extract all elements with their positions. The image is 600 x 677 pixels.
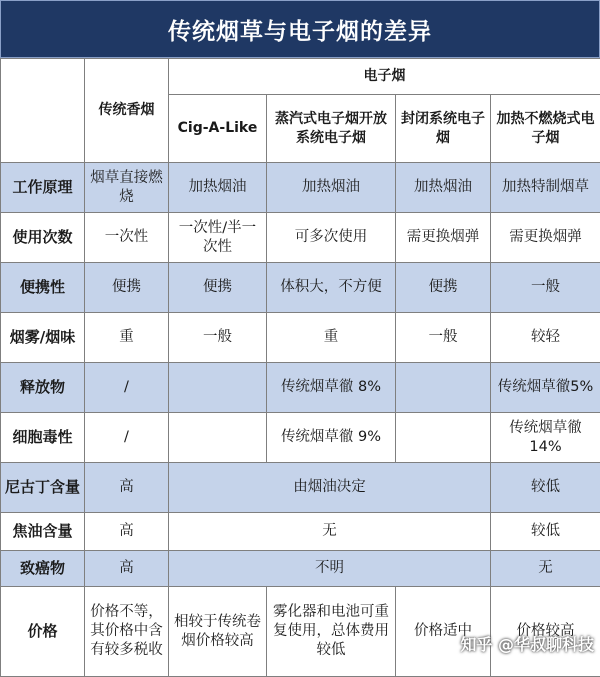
cell: 一次性	[85, 213, 169, 263]
table-row	[1, 513, 600, 551]
cell: 无	[169, 513, 491, 551]
row-label: 细胞毒性	[1, 413, 85, 463]
cell: 便携	[85, 263, 169, 313]
comparison-table	[0, 58, 600, 677]
header-closed-system: 封闭系统电子烟	[396, 95, 491, 163]
cell: 较低	[491, 463, 600, 513]
cell: 高	[85, 551, 169, 587]
cell: 较低	[491, 513, 600, 551]
cell: 传统烟草徹 9%	[267, 413, 396, 463]
cell: 重	[267, 313, 396, 363]
row-label: 工作原理	[1, 163, 85, 213]
cell: 加热烟油	[396, 163, 491, 213]
cell: 加热特制烟草	[491, 163, 600, 213]
cell	[396, 413, 491, 463]
row-label: 便携性	[1, 263, 85, 313]
table-row	[1, 463, 600, 513]
table-row	[1, 163, 600, 213]
cell: 需更换烟弹	[491, 213, 600, 263]
cell: 可多次使用	[267, 213, 396, 263]
table-row	[1, 551, 600, 587]
cell: 雾化器和电池可重复使用，总体费用较低	[267, 587, 396, 677]
cell: 一次性/半一次性	[169, 213, 267, 263]
table-row	[1, 313, 600, 363]
cell: 由烟油决定	[169, 463, 491, 513]
cell: 较轻	[491, 313, 600, 363]
cell: 烟草直接燃烧	[85, 163, 169, 213]
table-row	[1, 213, 600, 263]
cell: 价格较高	[491, 587, 600, 677]
row-label: 释放物	[1, 363, 85, 413]
cell: 不明	[169, 551, 491, 587]
cell: 高	[85, 463, 169, 513]
cell: 价格适中	[396, 587, 491, 677]
cell	[396, 363, 491, 413]
cell: 一般	[169, 313, 267, 363]
header-cig-a-like: Cig-A-Like	[169, 95, 267, 163]
cell: 一般	[491, 263, 600, 313]
table-row	[1, 413, 600, 463]
header-heat-not-burn: 加热不燃烧式电子烟	[491, 95, 600, 163]
cell: /	[85, 413, 169, 463]
cell: 传统烟草徹14%	[491, 413, 600, 463]
cell: 加热烟油	[267, 163, 396, 213]
cell: /	[85, 363, 169, 413]
cell: 体积大，不方便	[267, 263, 396, 313]
cell: 传统烟草徹5%	[491, 363, 600, 413]
cell	[169, 363, 267, 413]
header-vape-open: 蒸汽式电子烟开放系统电子烟	[267, 95, 396, 163]
table-row	[1, 363, 600, 413]
cell	[169, 413, 267, 463]
cell: 便携	[169, 263, 267, 313]
row-label: 尼古丁含量	[1, 463, 85, 513]
cell: 加热烟油	[169, 163, 267, 213]
row-label: 致癌物	[1, 551, 85, 587]
watermark: 知乎 @华叔聊科技	[460, 632, 594, 655]
cell: 价格不等，其价格中含有较多税收	[85, 587, 169, 677]
cell: 相较于传统卷烟价格较高	[169, 587, 267, 677]
header-ecig-group: 电子烟	[169, 59, 600, 95]
cell: 一般	[396, 313, 491, 363]
page-title: 传统烟草与电子烟的差异	[0, 0, 600, 58]
cell: 需更换烟弹	[396, 213, 491, 263]
cell: 便携	[396, 263, 491, 313]
header-traditional: 传统香烟	[85, 59, 169, 163]
row-label: 价格	[1, 587, 85, 677]
table-row	[1, 263, 600, 313]
row-label: 使用次数	[1, 213, 85, 263]
row-label: 焦油含量	[1, 513, 85, 551]
cell: 重	[85, 313, 169, 363]
cell: 高	[85, 513, 169, 551]
cell: 无	[491, 551, 600, 587]
header-corner	[1, 59, 85, 163]
cell: 传统烟草徹 8%	[267, 363, 396, 413]
row-label: 烟雾/烟味	[1, 313, 85, 363]
